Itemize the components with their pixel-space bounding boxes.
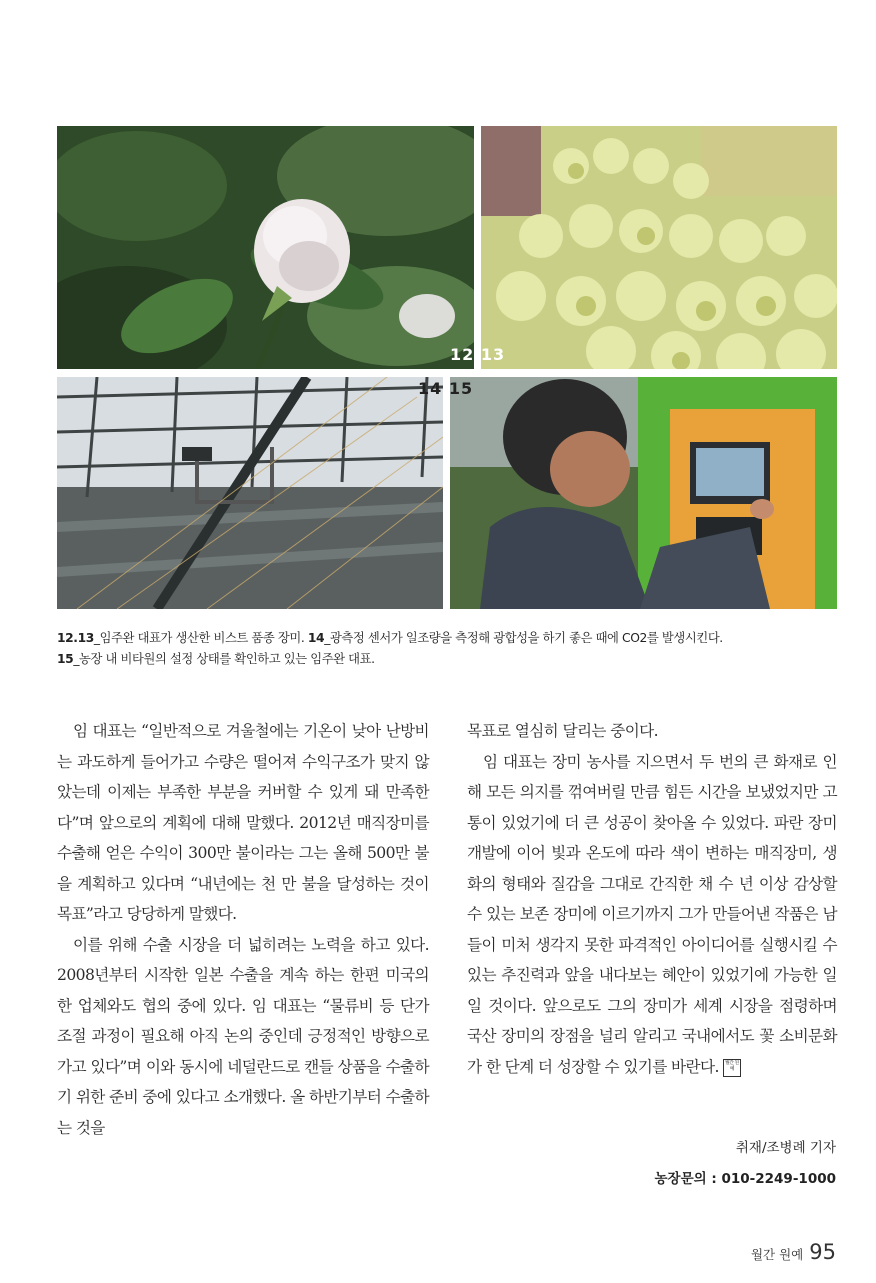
paragraph-final	[467, 747, 837, 1083]
body-column-right	[467, 716, 837, 1082]
magazine-name: 월간 원예	[750, 1247, 804, 1262]
photo-man-control-panel	[450, 377, 837, 609]
caption-num-15: 15	[57, 652, 74, 666]
paragraph-text: 임 대표는 장미 농사를 지으면서 두 번의 큰 화재로 인해 모든 의지를 꺾여버릴 만큼 힘든 시간을 보냈었지만 고통이 있었기에 더 큰 성공이 찾아올 수 있었다. 파란 장미 개발에 이어 빛과 온도에 따라 색이 변하는 매직장미, 생화의 형태와 질감을 그대로 간직한 채 수 년 이상 감상할 수 있는 보존 장미에 이르기까지 그가 만들어낸 작품은 남들이 미처 생각지 못한 파격적인 아이디어를 실행시킬 수 있는 추진력과 앞을 내다보는 혜안이 있었기에 가능한 일일 것이다. 앞으로도 그의 장미가 세계 시장을 점령하며 국산 장미의 장점을 널리 알리고 국내에서도 꽃 소비문화가 한 단계 더 성장할 수 있기를 바란다.	[467, 752, 837, 1076]
reporter-credit: 취재/조병례 기자	[735, 1140, 836, 1156]
caption-num-12-13: 12.13	[57, 631, 94, 645]
photo-caption	[57, 628, 847, 670]
end-mark-icon: 월간 원예	[723, 1059, 741, 1077]
farm-contact-text: 농장문의 : 010-2249-1000	[654, 1171, 836, 1187]
farm-contact	[655, 1167, 837, 1187]
page-number: 95	[809, 1240, 836, 1264]
caption-text-12-13: _임주완 대표가 생산한 비스트 품종 장미.	[93, 631, 305, 645]
caption-num-14: 14	[307, 631, 325, 645]
caption-text-15: _농장 내 비타원의 설정 상태를 확인하고 있는 임주완 대표.	[73, 652, 375, 666]
photo-yellow-roses	[481, 126, 837, 369]
page-footer	[751, 1240, 836, 1264]
photo-number-14-15: 14 15	[418, 379, 474, 398]
paragraph: 목표로 열심히 달리는 중이다.	[467, 722, 658, 740]
caption-text-14: _광측정 센서가 일조량을 측정해 광합성을 하기 좋은 때에 CO2를 발생시킨다.	[324, 631, 723, 645]
photo-greenhouse-sensor	[57, 377, 443, 609]
photo-number-12-13: 12 13	[450, 345, 506, 364]
paragraph: 임 대표는 “일반적으로 겨울철에는 기온이 낮아 난방비는 과도하게 들어가고 수량은 떨어져 수익구조가 맞지 않았는데 이제는 부족한 부분을 커버할 수 있게 돼 만족한다”며 앞으로의 계획에 대해 말했다. 2012년 매직장미를 수출해 얻은 수익이 300만 불이라는 그는 올해 500만 불을 계획하고 있다며 “내년에는 천 만 불을 달성하는 것이 목표”라고 당당하게 말했다.	[57, 722, 429, 923]
paragraph: 이를 위해 수출 시장을 더 넓히려는 노력을 하고 있다. 2008년부터 시작한 일본 수출을 계속 하는 한편 미국의 한 업체와도 협의 중에 있다. 임 대표는 “물류비 등 단가 조절 과정이 필요해 아직 논의 중인데 긍정적인 방향으로 가고 있다”며 이와 동시에 네덜란드로 캔들 상품을 수출하기 위한 준비 중에 있다고 소개했다. 올 하반기부터 수출하는 것을	[57, 935, 429, 1137]
body-column-left	[57, 716, 429, 1143]
photo-white-rose	[57, 126, 474, 369]
